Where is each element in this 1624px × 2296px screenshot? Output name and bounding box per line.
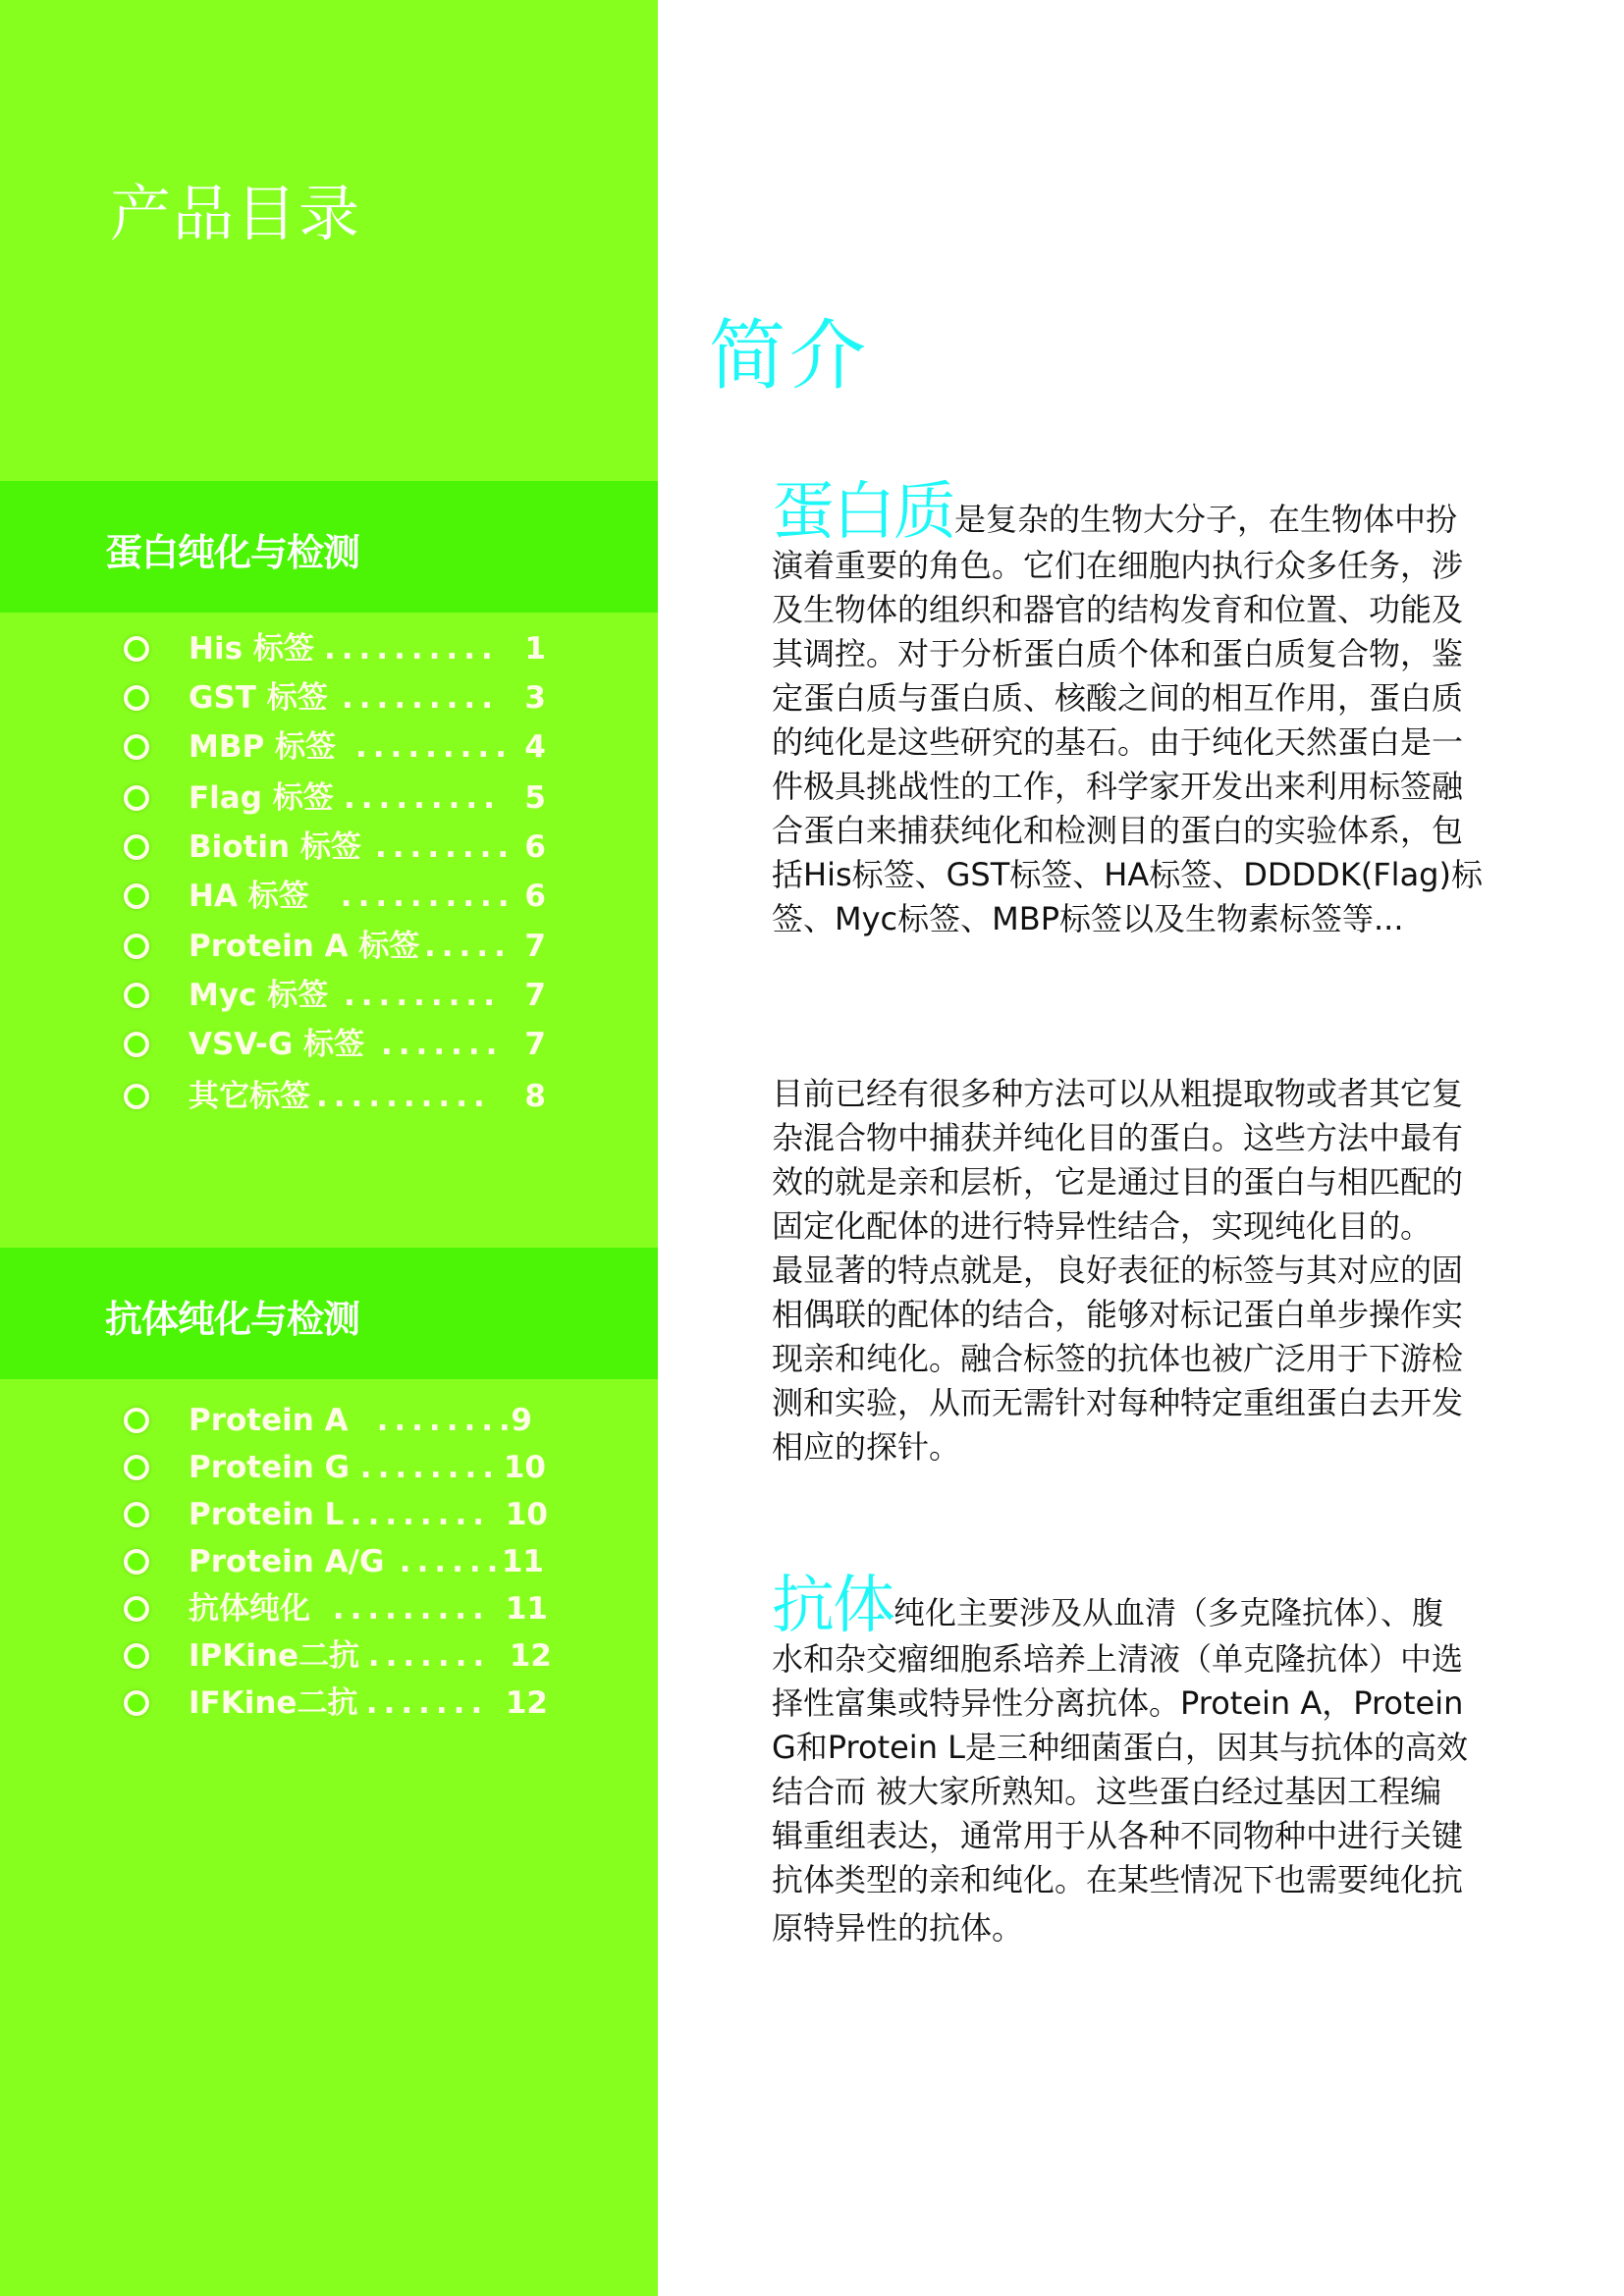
toc-item-leader: .........: [344, 780, 501, 816]
circle-bullet-icon: [124, 734, 149, 760]
paragraph-line: 定蛋白质与蛋白质、核酸之间的相互作用，蛋白质: [772, 679, 1464, 717]
paragraph-line: 合蛋白来捕获纯化和检测目的蛋白的实验体系，包: [772, 812, 1464, 849]
lead-word: 抗体: [772, 1570, 893, 1642]
circle-bullet-icon: [124, 834, 149, 860]
toc-item[interactable]: [0, 1449, 658, 1496]
section-heading-protein: 蛋白纯化与检测: [105, 531, 360, 574]
toc-item[interactable]: [0, 828, 658, 876]
toc-item-page: 10: [505, 1497, 548, 1532]
circle-bullet-icon: [124, 685, 149, 711]
toc-item[interactable]: [0, 878, 658, 925]
section-heading-antibody: 抗体纯化与检测: [105, 1298, 360, 1341]
paragraph-line: 括His标签、GST标签、HA标签、DDDDK(Flag)标: [772, 856, 1483, 893]
toc-item[interactable]: [0, 630, 658, 677]
toc-item-label: IPKine二抗: [189, 1638, 359, 1674]
toc-item[interactable]: [0, 1684, 658, 1732]
toc-item-page: 6: [524, 879, 546, 914]
paragraph-antibody: [772, 1571, 1518, 1950]
toc-item-page: 11: [501, 1544, 544, 1579]
toc-item[interactable]: [0, 1543, 658, 1590]
toc-item-leader: ........: [344, 1403, 516, 1438]
toc-item-label: IFKine二抗: [189, 1685, 358, 1721]
toc-item[interactable]: [0, 1402, 658, 1449]
circle-bullet-icon: [124, 934, 149, 959]
paragraph-text: 纯化主要涉及从血清（多克隆抗体）、腹: [893, 1594, 1444, 1631]
toc-item-leader: ........: [344, 1450, 501, 1485]
section-band-protein: [0, 481, 658, 613]
toc-item-leader: .........: [316, 1591, 490, 1627]
toc-item-page: 9: [511, 1403, 532, 1438]
paragraph-line: 演着重要的角色。它们在细胞内执行众多任务，涉: [772, 547, 1464, 584]
paragraph-line: 结合而 被大家所熟知。这些蛋白经过基因工程编: [772, 1773, 1442, 1810]
circle-bullet-icon: [124, 1455, 149, 1480]
toc-item-label: Protein A: [189, 1403, 349, 1438]
paragraph-protein: [772, 477, 1518, 941]
toc-item-label: GST 标签: [189, 680, 328, 716]
toc-item-page: 12: [509, 1638, 552, 1674]
toc-item-leader: .......: [381, 1027, 504, 1062]
paragraph-first-line: [772, 1570, 1518, 1642]
toc-item[interactable]: [0, 1078, 658, 1125]
paragraph-line: 抗体类型的亲和纯化。在某些情况下也需要纯化抗: [772, 1861, 1464, 1898]
toc-item[interactable]: [0, 1026, 658, 1073]
toc-item[interactable]: [0, 1496, 658, 1543]
circle-bullet-icon: [124, 1408, 149, 1433]
toc-item[interactable]: [0, 928, 658, 975]
paragraph-line: 测和实验，从而无需针对每种特定重组蛋白去开发: [772, 1384, 1464, 1421]
toc-item-page: 7: [524, 929, 546, 964]
toc-item-leader: .........: [344, 978, 501, 1013]
paragraph-line: 其调控。对于分析蛋白质个体和蛋白质复合物，鉴: [772, 635, 1464, 672]
toc-item-leader: .......: [350, 1685, 489, 1721]
paragraph-line: 固定化配体的进行特异性结合，实现纯化目的。: [772, 1207, 1433, 1245]
toc-item-label: 抗体纯化: [189, 1591, 310, 1627]
toc-item-leader: .........: [355, 729, 513, 765]
toc-item-leader: ......: [383, 1544, 505, 1579]
toc-item-label: Flag 标签: [189, 780, 334, 816]
lead-word: 蛋白质: [772, 476, 954, 549]
circle-bullet-icon: [124, 785, 149, 811]
paragraph-line: 原特异性的抗体。: [772, 1909, 1024, 1947]
toc-item-page: 6: [524, 829, 546, 865]
toc-item-page: 10: [503, 1450, 546, 1485]
toc-item-label: Protein A 标签: [189, 929, 420, 964]
paragraph-line: 的纯化是这些研究的基石。由于纯化天然蛋白是一: [772, 723, 1464, 761]
paragraph-line: 现亲和纯化。融合标签的抗体也被广泛用于下游检: [772, 1340, 1464, 1377]
paragraph-line: G和Protein L是三种细菌蛋白，因其与抗体的高效: [772, 1729, 1468, 1766]
toc-title: 产品目录: [110, 178, 362, 249]
intro-heading: 简介: [709, 312, 871, 400]
toc-item-page: 5: [524, 780, 546, 816]
paragraph-text: 是复杂的生物大分子，在生物体中扮: [954, 501, 1458, 538]
toc-item[interactable]: [0, 728, 658, 775]
toc-item-page: 8: [524, 1079, 546, 1114]
toc-item[interactable]: [0, 1637, 658, 1684]
paragraph-line: 水和杂交瘤细胞系培养上清液（单克隆抗体）中选: [772, 1640, 1464, 1678]
paragraph-line: 效的就是亲和层析，它是通过目的蛋白与相匹配的: [772, 1163, 1464, 1201]
paragraph-line: 辑重组表达，通常用于从各种不同物种中进行关键: [772, 1817, 1464, 1854]
toc-item[interactable]: [0, 779, 658, 827]
paragraph-line: 目前已经有很多种方法可以从粗提取物或者其它复: [772, 1075, 1464, 1112]
circle-bullet-icon: [124, 883, 149, 909]
toc-item-label: His 标签: [189, 631, 314, 667]
toc-item[interactable]: [0, 679, 658, 726]
circle-bullet-icon: [124, 636, 149, 662]
toc-item-label: MBP 标签: [189, 729, 336, 765]
toc-item-label: Biotin 标签: [189, 829, 361, 865]
toc-item-label: HA 标签: [189, 879, 309, 914]
toc-sidebar: [0, 0, 658, 2296]
paragraph-affinity: [772, 1072, 1518, 1469]
toc-item-leader: .....: [424, 929, 512, 964]
circle-bullet-icon: [124, 1596, 149, 1622]
toc-item-leader: ..........: [324, 631, 499, 667]
circle-bullet-icon: [124, 1032, 149, 1057]
toc-item-label: 其它标签: [189, 1079, 310, 1114]
section-band-antibody: [0, 1248, 658, 1379]
circle-bullet-icon: [124, 1643, 149, 1669]
toc-item-page: 7: [524, 1027, 546, 1062]
toc-item-leader: .........: [342, 680, 499, 716]
toc-item-page: 11: [505, 1591, 548, 1627]
paragraph-line: 及生物体的组织和器官的结构发育和位置、功能及: [772, 591, 1464, 628]
toc-item-label: Protein G: [189, 1450, 351, 1485]
paragraph-line: 相应的探针。: [772, 1428, 961, 1466]
toc-item-label: VSV-G 标签: [189, 1027, 365, 1062]
circle-bullet-icon: [124, 1690, 149, 1716]
toc-item-leader: ........: [334, 1497, 491, 1532]
paragraph-line: 杂混合物中捕获并纯化目的蛋白。这些方法中最有: [772, 1119, 1464, 1156]
paragraph-line: 件极具挑战性的工作，科学家开发出来利用标签融: [772, 768, 1464, 805]
toc-item-leader: .......: [352, 1638, 491, 1674]
paragraph-first-line: [772, 476, 1518, 549]
circle-bullet-icon: [124, 1502, 149, 1527]
toc-item-page: 7: [524, 978, 546, 1013]
toc-item-page: 3: [524, 680, 546, 716]
circle-bullet-icon: [124, 1084, 149, 1109]
paragraph-line: 最显著的特点就是，良好表征的标签与其对应的固: [772, 1252, 1464, 1289]
toc-item-leader: ........: [375, 829, 515, 865]
paragraph-line: 择性富集或特异性分离抗体。Protein A，Protein: [772, 1684, 1464, 1722]
toc-item[interactable]: [0, 977, 658, 1024]
toc-item[interactable]: [0, 1590, 658, 1637]
toc-item-page: 1: [524, 631, 546, 667]
toc-item-page: 12: [505, 1685, 548, 1721]
toc-item-page: 4: [524, 729, 546, 765]
circle-bullet-icon: [124, 983, 149, 1008]
toc-item-label: Myc 标签: [189, 978, 329, 1013]
toc-item-leader: ..........: [324, 879, 515, 914]
toc-item-label: Protein L: [189, 1497, 345, 1532]
toc-item-leader: ..........: [316, 1079, 491, 1114]
circle-bullet-icon: [124, 1549, 149, 1575]
paragraph-line: 相偶联的配体的结合，能够对标记蛋白单步操作实: [772, 1296, 1464, 1333]
paragraph-line: 签、Myc标签、MBP标签以及生物素标签等...: [772, 900, 1404, 937]
toc-item-label: Protein A/G: [189, 1544, 385, 1579]
